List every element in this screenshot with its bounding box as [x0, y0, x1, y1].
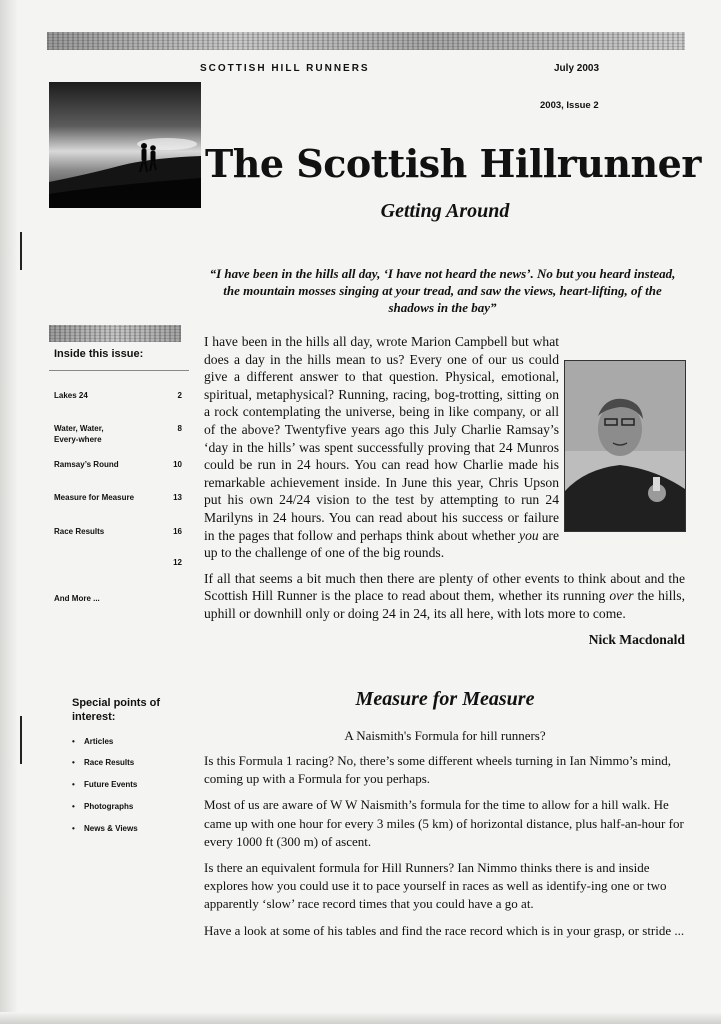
binder-mark	[20, 716, 22, 764]
scan-page-edge	[0, 0, 18, 1024]
editorial-paragraph	[204, 570, 685, 623]
special-point-item: • Future Events	[72, 780, 138, 789]
toc-item-page: 13	[173, 493, 182, 502]
special-point-item: • Articles	[72, 737, 114, 746]
toc-item-label: Race Results	[54, 527, 105, 536]
special-point-label: News & Views	[84, 824, 138, 833]
article-paragraph: Most of us are aware of W W Naismith’s formula for the time to allow for a hill walk. He came up with one hour for every 3 miles (5 km) of horizontal distance, plus half-an-hour for every 1000 ft (300 m) of ascent.	[204, 797, 684, 849]
toc-item-page: 2	[177, 391, 182, 400]
toc-item-label: Ramsay’s Round	[54, 460, 119, 469]
header-texture-band	[47, 32, 685, 50]
article-paragraph: Have a look at some of his tables and find the race record which is in your grasp, or stride ...	[204, 922, 685, 938]
sidebar-divider	[49, 370, 189, 371]
special-point-item: • Race Results	[72, 758, 135, 767]
article-subtitle: A Naismith's Formula for hill runners?	[344, 728, 546, 743]
toc-item	[54, 390, 184, 401]
article-paragraph: Is there an equivalent formula for Hill Runners? Ian Nimmo thinks there is and inside explores how you could use it to pace yourself in races as well as identify-ing one or two apparently ‘slow’ race record times that you could have a go at.	[204, 860, 667, 912]
sidebar-texture-band	[49, 325, 181, 342]
editorial-text-run: If all that seems a bit much then there are plenty of other events to think about and the Scottish Hill Runner is the place to read about them, whether its running	[204, 570, 685, 604]
editorial-emphasis: you	[519, 527, 539, 543]
article-paragraph: Is this Formula 1 racing? No, there’s some different wheels turning in Ian Nimmo’s mind, coming up with a Formula for you perhaps.	[204, 753, 671, 787]
binder-mark	[20, 232, 22, 270]
special-point-label: Photographs	[84, 802, 134, 811]
organisation-name: SCOTTISH HILL RUNNERS	[200, 63, 370, 74]
article-body	[204, 752, 685, 948]
special-points-heading: Special points of interest:	[72, 697, 161, 723]
special-point-label: Future Events	[84, 780, 138, 789]
editorial-text-run: I have been in the hills all day, wrote Marion Campbell but what does a day in the hills mean to us? Every one of our us could give a different answer to that question. Physical, emotional, spiritual, metaphysical? Running, racing, bog-trotting, sitting on a rock contemplating the universe, being in like company, or all of the above? Twentyfive years ago this July Charlie Ramsay’s ‘day in the hills’ was spent successfully proving that 24 Munros could be run in 24 hours. You can read how Charlie made his remarkable achievement inside. In June this year, Chris Upson put his own 24/24 vision to the test by attempting to run 24 Marilyns in 24 hours. You can read about his success or failure in the pages that follow and perhaps think about whether	[204, 334, 559, 543]
toc-item-label: Lakes 24	[54, 391, 88, 400]
toc-item-page: 16	[173, 527, 182, 536]
toc-item-page: 8	[177, 424, 182, 433]
toc-item	[54, 423, 184, 445]
issue-date: July 2003	[554, 63, 600, 74]
newsletter-title: The Scottish Hillrunner	[205, 141, 701, 186]
editorial-byline: Nick Macdonald	[588, 631, 685, 647]
toc-item	[54, 526, 184, 537]
editorial-text-run: are up to the challenge of one of the big rounds.	[204, 527, 559, 561]
epigraph-quote: “I have been in the hills all day, ‘I have not heard the news’. No but you heard instead, the mountain mosses singing at your tread, and saw the views, heart-lifting, of the shadows in the bay”	[209, 266, 676, 315]
editorial-text-run: the hills, uphill or downhill only or doing 24 in 24, its all here, with lots more to come.	[204, 588, 685, 621]
special-point-item: • News & Views	[72, 824, 138, 833]
toc-item-label: Water, Water, Every-where	[54, 424, 104, 444]
toc-item	[54, 459, 184, 470]
editorial-text	[204, 333, 685, 648]
toc-item-label: Measure for Measure	[54, 493, 135, 502]
hillrunners-silhouette-photo	[49, 82, 201, 208]
special-point-label: Race Results	[84, 758, 135, 767]
scan-bottom-edge	[0, 1012, 721, 1024]
photo-placeholder	[561, 333, 685, 527]
inside-issue-heading: Inside this issue:	[54, 348, 144, 360]
and-more-label: And More ...	[54, 594, 100, 603]
article-title: Measure for Measure	[355, 688, 535, 710]
issue-number: 2003, Issue 2	[540, 100, 599, 111]
editorial-emphasis: over	[609, 588, 634, 604]
toc-item	[54, 492, 184, 503]
toc-item-page: 10	[173, 460, 182, 469]
special-point-item: • Photographs	[72, 802, 134, 811]
toc-page-number: 12	[173, 558, 182, 567]
issue-theme: Getting Around	[380, 200, 510, 222]
special-point-label: Articles	[84, 737, 114, 746]
